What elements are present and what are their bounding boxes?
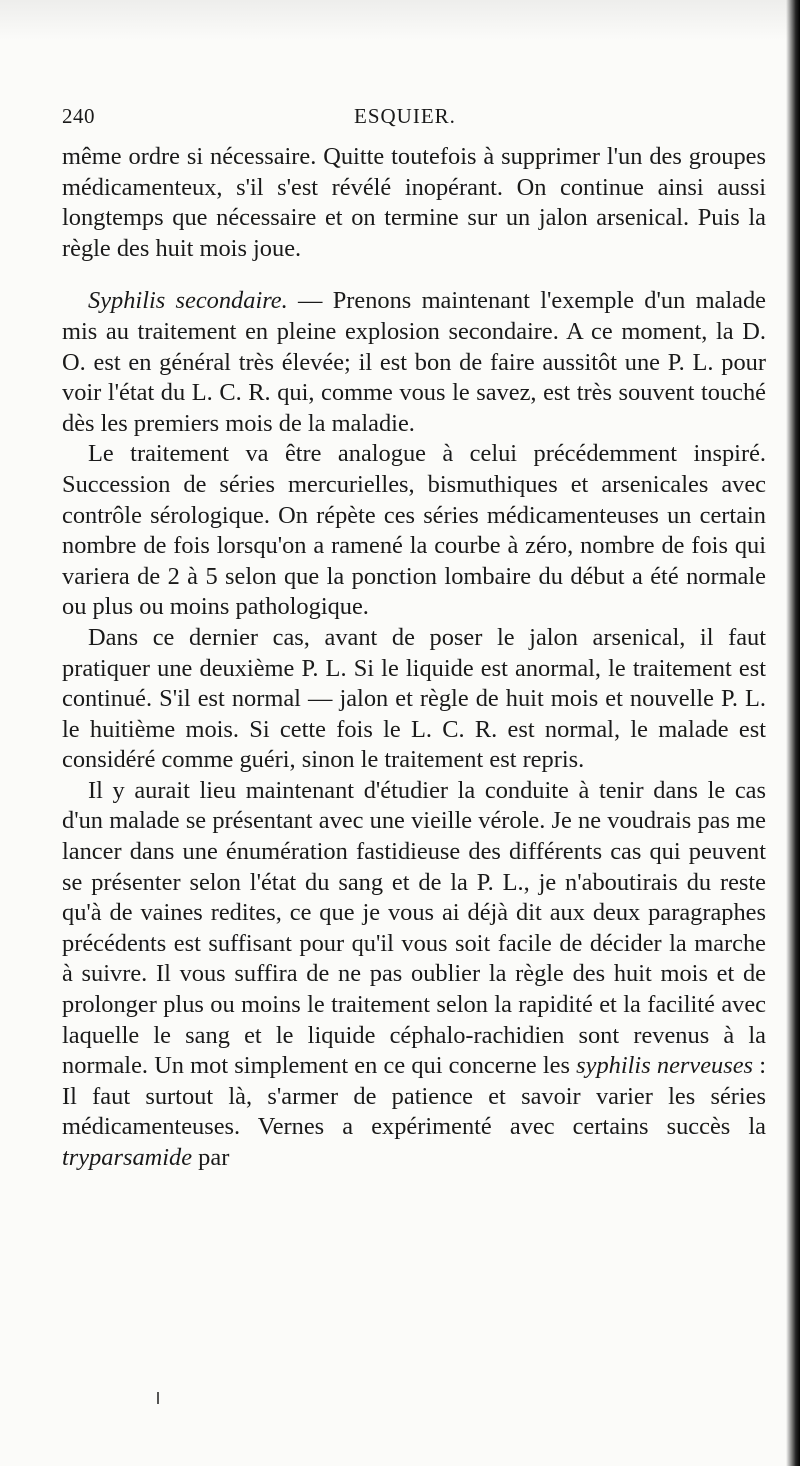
scan-top-artifact xyxy=(0,0,800,40)
paragraph-text: — Prenons maintenant l'exemple d'un malade mis au traitement en pleine explosion secondaire. A ce moment, la D. O. est en général très élevée; il est bon de faire aussitôt une P. L. pour voir l'état du L. C. R. qui, comme vous le savez, est très souvent touché dès les premiers mois de la maladie. xyxy=(62,287,766,437)
scan-speck xyxy=(157,1392,159,1404)
paragraph-second-pl: Dans ce dernier cas, avant de poser le jalon arsenical, il faut pratiquer une deuxième P. L. Si le liquide est anormal, le traitement est continué. S'il est normal — jalon et règle de huit mois et nouvelle P. L. le huitième mois. Si cette fois le L. C. R. est normal, le malade est considéré comme guéri, sinon le traitement est repris. xyxy=(62,623,766,774)
paragraph-treatment: Le traitement va être analogue à celui précédemment inspiré. Succession de séries mercurielles, bismuthiques et arsenicales avec contrôle sérologique. On répète ces séries médicamenteuses un certain nombre de fois lorsqu'on a ramené la courbe à zéro, nombre de fois qui variera de 2 à 5 selon que la ponction lombaire du début a été normale ou plus ou moins pathologique. xyxy=(62,440,766,621)
running-head: ESQUIER. xyxy=(354,104,456,128)
paragraph-continuation: même ordre si nécessaire. Quitte toutefois à supprimer l'un des groupes médicamenteux, s'il s'est révélé inopérant. On continue ainsi aussi longtemps que nécessaire et on termine sur un jalon arsenical. Puis la règle des huit mois joue. xyxy=(62,143,766,262)
page-header xyxy=(62,104,762,134)
emphasis-term: syphilis nerveuses xyxy=(576,1052,754,1080)
section-title: Syphilis secondaire. xyxy=(88,287,288,315)
paragraph-text: par xyxy=(192,1144,230,1171)
paragraph-old-syphilis xyxy=(62,776,766,1174)
emphasis-term: tryparsamide xyxy=(62,1144,193,1171)
paragraph-text: : Il faut surtout là, s'armer de patience et savoir varier les séries médicamenteuses. Vernes a expérimenté avec certains succès la xyxy=(62,1052,767,1141)
scan-edge-shadow xyxy=(786,0,800,1466)
page-number: 240 xyxy=(62,104,95,128)
paragraph-text: Il y aurait lieu maintenant d'étudier la conduite à tenir dans le cas d'un malade se présentant avec une vieille vérole. Je ne voudrais pas me lancer dans une énumération fastidieuse des différents cas qui peuvent se présenter selon l'état du sang et de la P. L., je n'aboutirais du reste qu'à de vaines redites, ce que je vous ai déjà dit aux deux paragraphes précédents est suffisant pour qu'il vous soit facile de décider la marche à suivre. Il vous suffira de ne pas oublier la règle des huit mois et de prolonger plus ou moins le traitement selon la rapidité et la facilité avec laquelle le sang et le liquide céphalo-rachidien sont revenus à la normale. Un mot simplement en ce qui concerne les xyxy=(62,776,766,1080)
paragraph-secondary-syphilis xyxy=(62,286,766,439)
body-text xyxy=(62,142,766,1174)
